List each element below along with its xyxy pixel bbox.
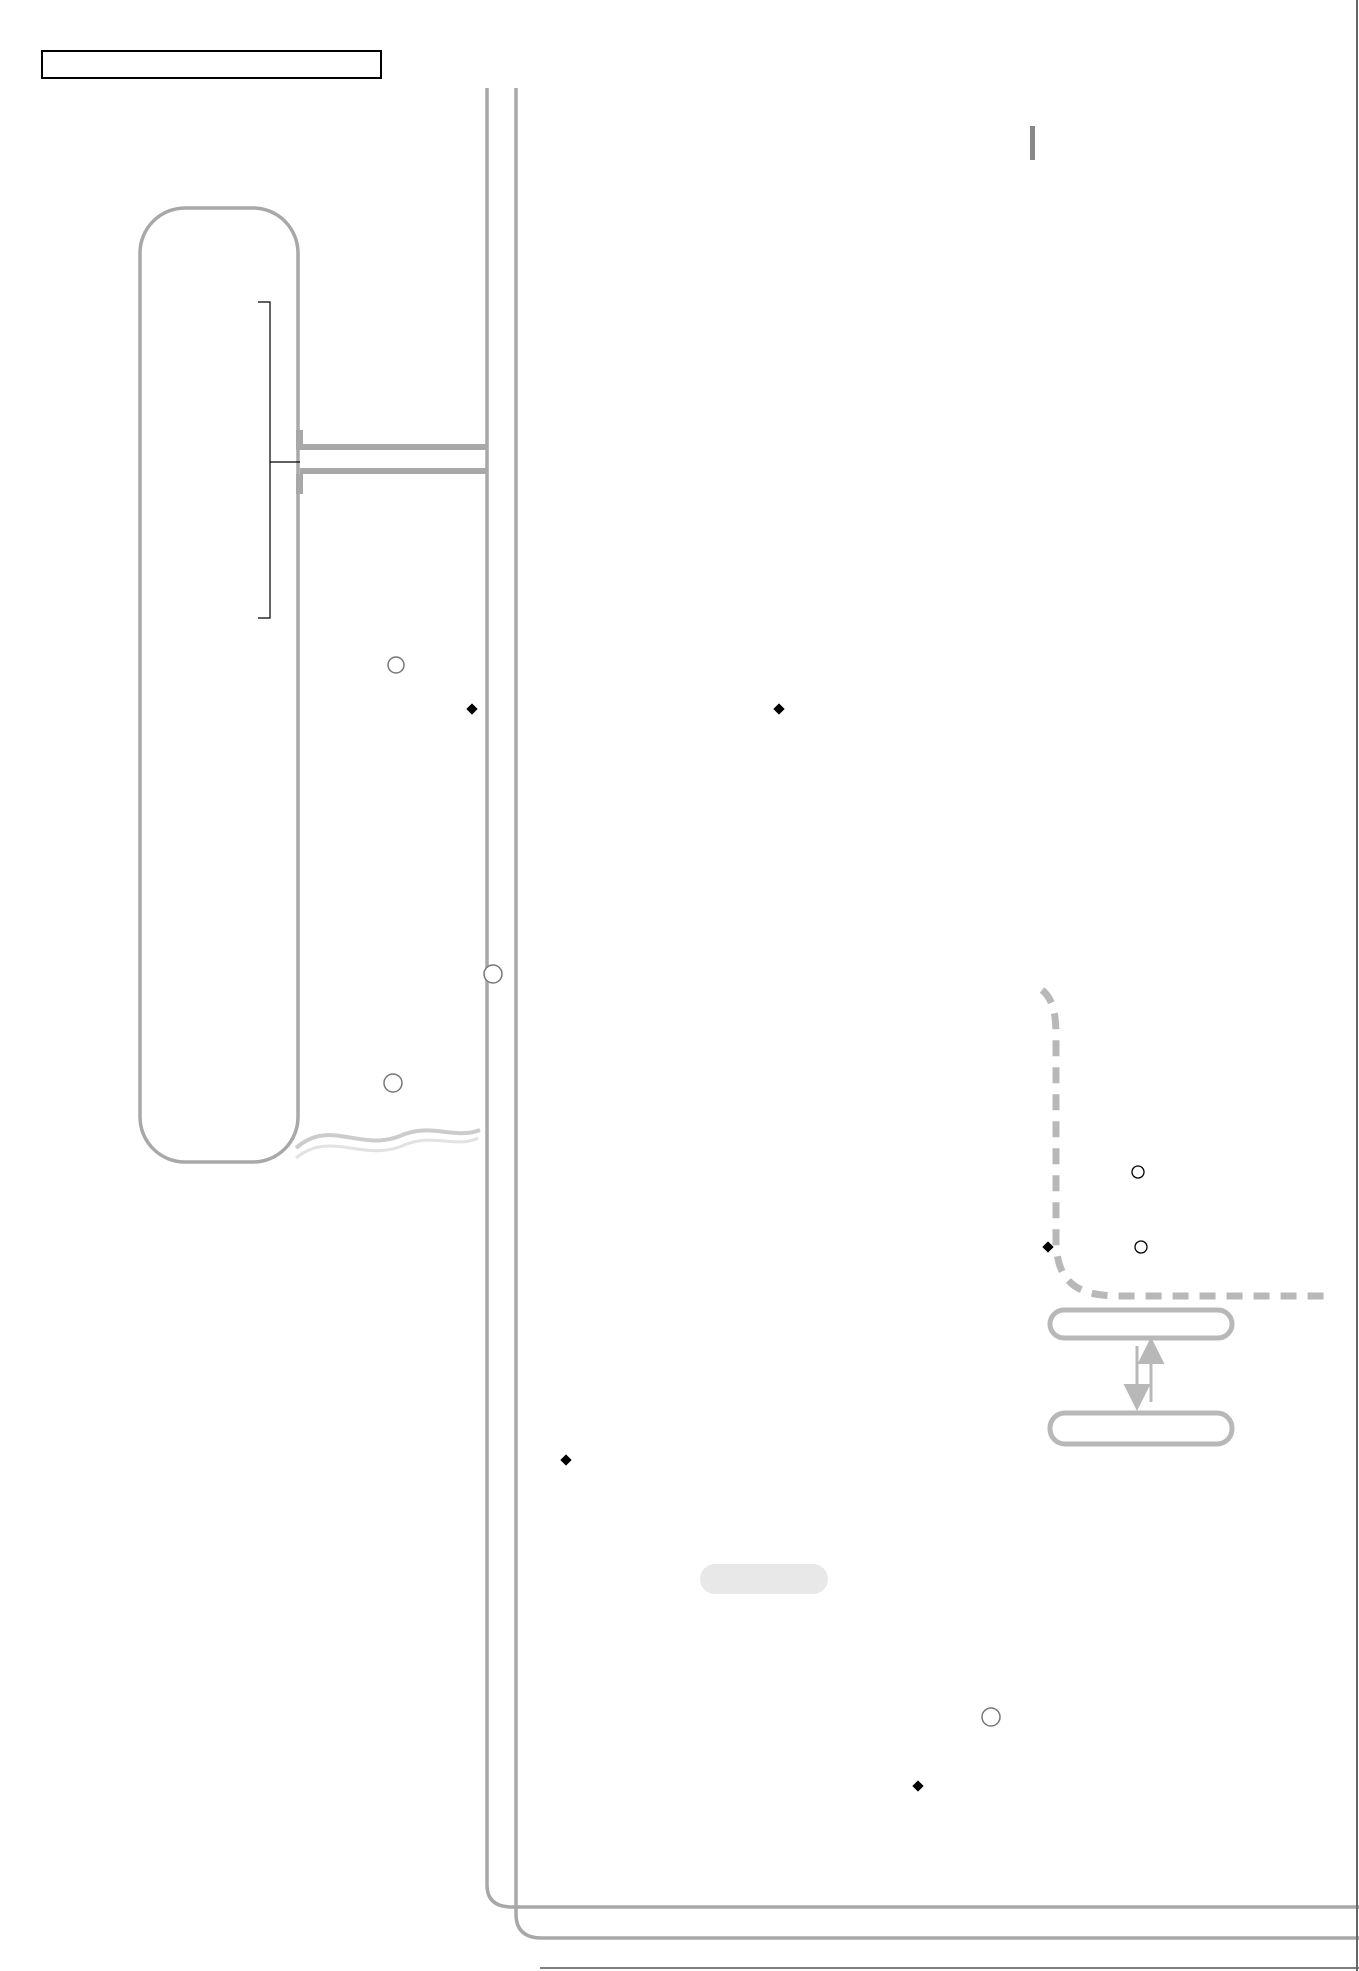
lps-molecule [982,1708,1000,1726]
t3ss-basal-bar [296,474,303,494]
page-title [41,50,382,79]
t3ss-channel-bar [300,468,488,474]
lpa-molecule [388,657,404,673]
junction-node [912,1780,923,1791]
junction-node [466,703,477,714]
dna-site [1135,1241,1147,1253]
effector-bracket [258,302,300,618]
nucleus-membrane [1042,990,1332,1296]
t3ss-basal-bar [296,430,303,450]
mitochondria-shape [700,1564,828,1594]
t3ss-channel-bar [300,444,488,450]
lps-molecule [384,1074,402,1092]
host-membrane-outer [487,88,1359,1907]
golgi-shape [1050,1413,1232,1444]
junction-node [560,1454,571,1465]
host-membrane-inner [516,88,1359,1938]
bacterial-cell-outline [140,208,298,1162]
junction-node [773,703,784,714]
er-shape [1050,1310,1232,1338]
phosphatidylethanolamine-molecule [484,965,502,983]
junction-node [1042,1241,1053,1252]
dna-site [1132,1166,1144,1178]
translocation-target-bar [1030,126,1035,160]
